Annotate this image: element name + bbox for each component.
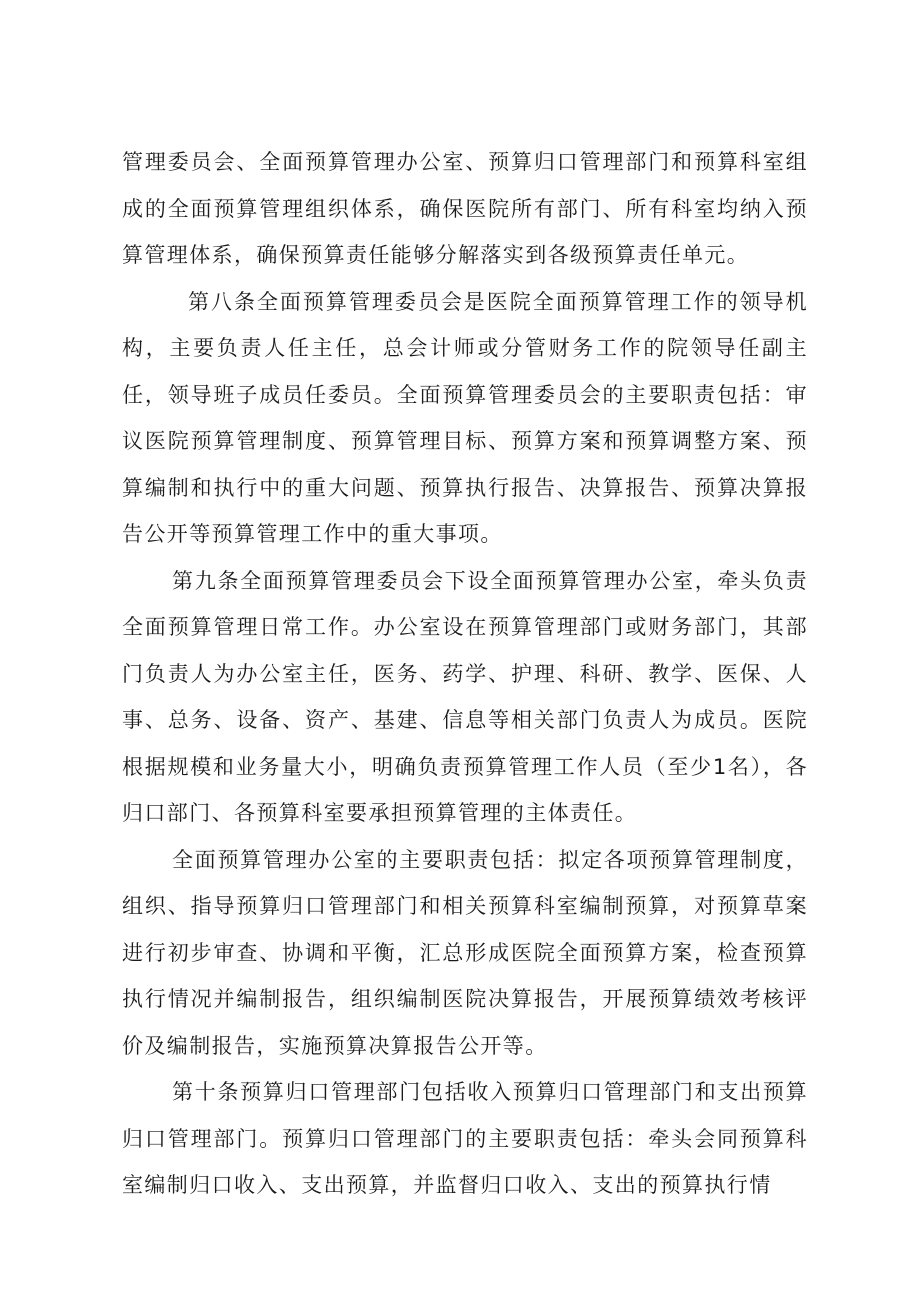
paragraph-office-duties: 全面预算管理办公室的主要职责包括：拟定各项预算管理制度，组织、指导预算归口管理部门和相关预算科室编制预算，对预算草案进行初步审查、协调和平衡，汇总形成医院全面预算方案，检查预算执行情况并编制报告，组织编制医院决算报告，开展预算绩效考核评价及编制报告，实施预算决算报告公开等。 bbox=[122, 847, 808, 1058]
paragraph-article-9: 第九条全面预算管理委员会下设全面预算管理办公室，牵头负责全面预算管理日常工作。办公室设在预算管理部门或财务部门，其部门负责人为办公室主任，医务、药学、护理、科研、教学、医保、人事、总务、设备、资产、基建、信息等相关部门负责人为成员。医院根据规模和业务量大小，明确负责预算管理工作人员（至少1名），各归口部门、各预算科室要承担预算管理的主体责任。 bbox=[122, 568, 808, 825]
document-body bbox=[122, 139, 808, 1209]
paragraph-continuation: 管理委员会、全面预算管理办公室、预算归口管理部门和预算科室组成的全面预算管理组织体系，确保医院所有部门、所有科室均纳入预算管理体系，确保预算责任能够分解落实到各级预算责任单元。 bbox=[122, 150, 808, 267]
paragraph-article-8: 第八条全面预算管理委员会是医院全面预算管理工作的领导机构，主要负责人任主任，总会计师或分管财务工作的院领导任副主任，领导班子成员任委员。全面预算管理委员会的主要职责包括：审议医院预算管理制度、预算管理目标、预算方案和预算调整方案、预算编制和执行中的重大问题、预算执行报告、决算报告、预算决算报告公开等预算管理工作中的重大事项。 bbox=[122, 289, 808, 546]
paragraph-article-10: 第十条预算归口管理部门包括收入预算归口管理部门和支出预算归口管理部门。预算归口管理部门的主要职责包括：牵头会同预算科室编制归口收入、支出预算，并监督归口收入、支出的预算执行情 bbox=[122, 1080, 808, 1197]
